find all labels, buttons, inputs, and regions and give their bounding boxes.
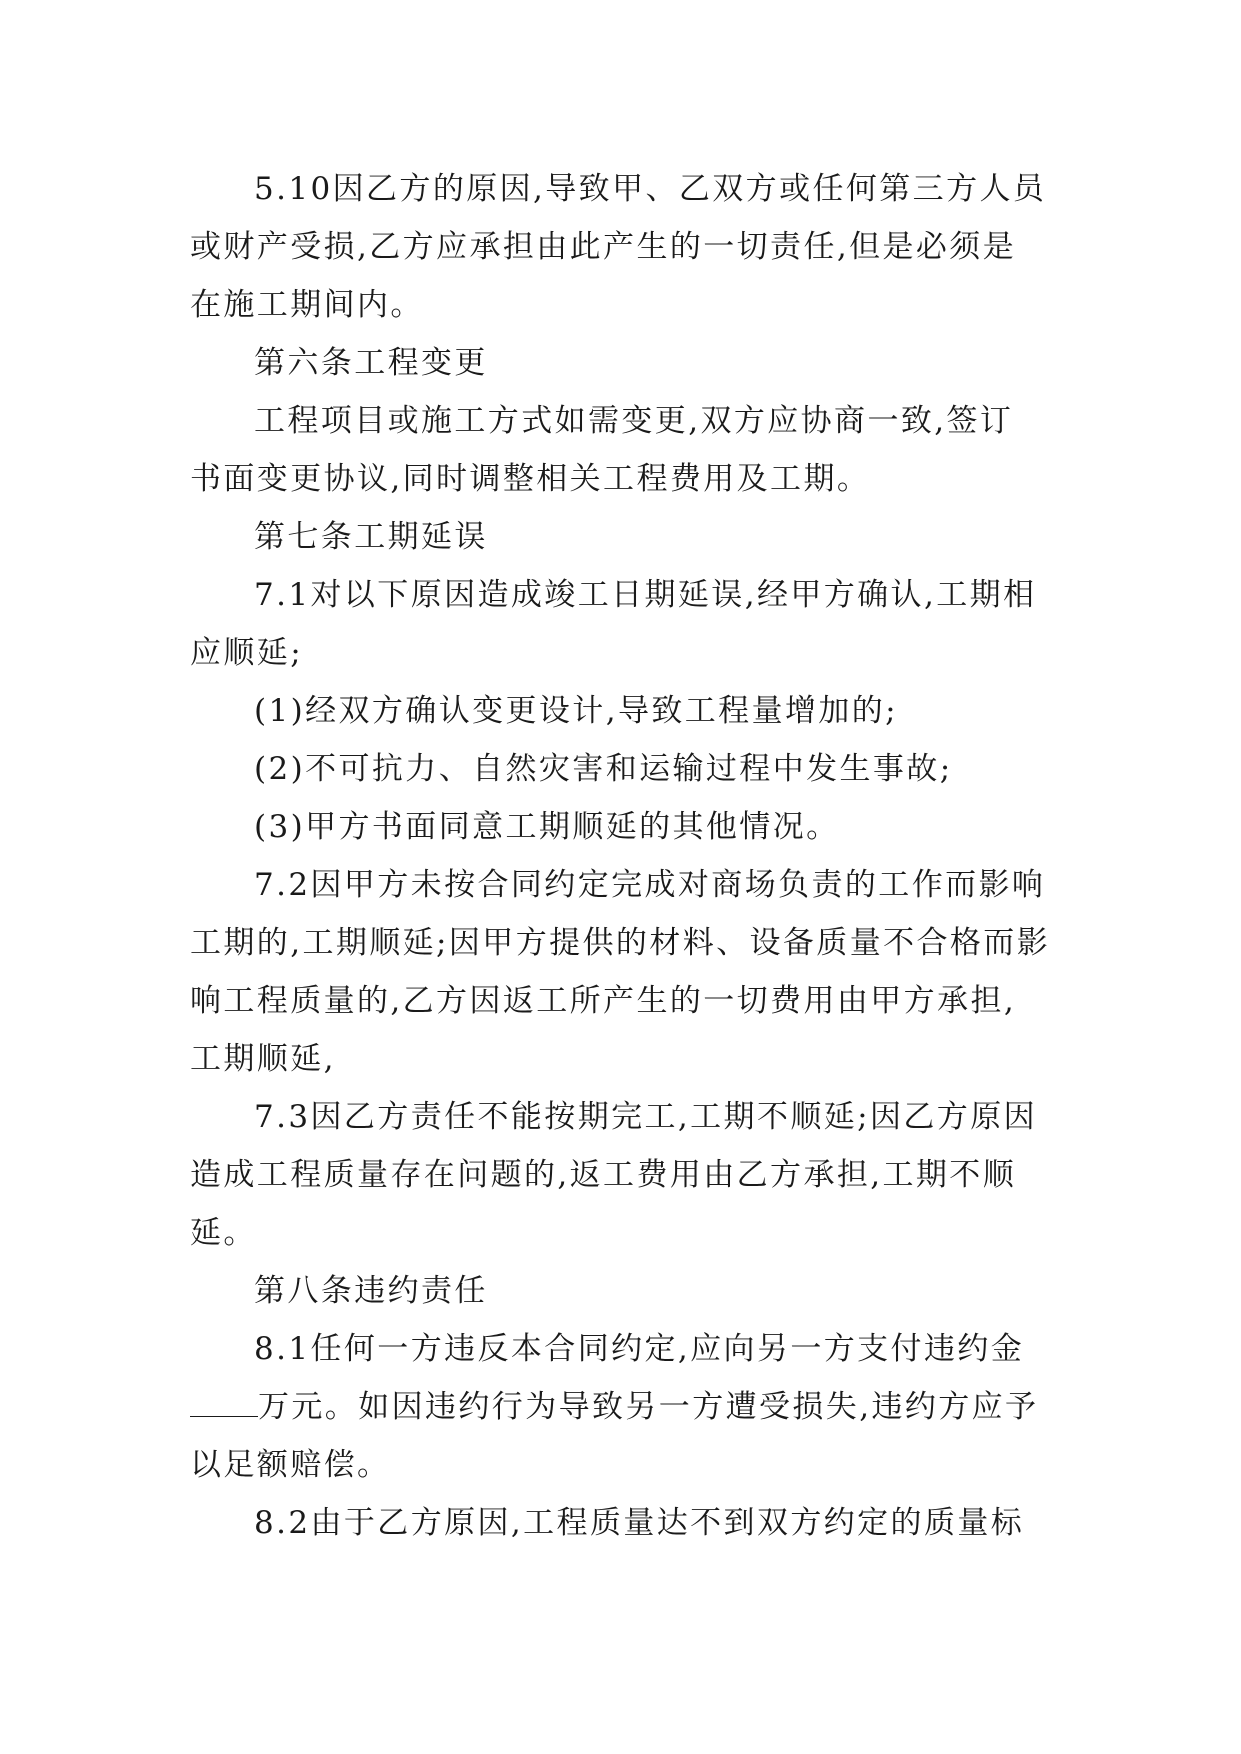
clause-7-3-line-1: 7.3因乙方责任不能按期完工,工期不顺延;因乙方原因 xyxy=(254,1099,1037,1135)
clause-7-2-line-4: 工期顺延, xyxy=(190,1041,336,1077)
amount-blank xyxy=(190,1380,258,1417)
paragraph-5-10-line-3: 在施工期间内。 xyxy=(190,287,424,323)
clause-8-1-line-1: 8.1任何一方违反本合同约定,应向另一方支付违约金 xyxy=(254,1331,1025,1367)
clause-7-1-line-1: 7.1对以下原因造成竣工日期延误,经甲方确认,工期相 xyxy=(254,577,1037,613)
article-7-heading: 第七条工期延误 xyxy=(254,519,488,555)
clause-8-2-line-1: 8.2由于乙方原因,工程质量达不到双方约定的质量标 xyxy=(254,1505,1025,1541)
article-6-body-line-1: 工程项目或施工方式如需变更,双方应协商一致,签订 xyxy=(254,403,1014,439)
article-6-body-line-2: 书面变更协议,同时调整相关工程费用及工期。 xyxy=(190,461,871,497)
article-8-heading: 第八条违约责任 xyxy=(254,1273,488,1309)
clause-7-1-item-3: (3)甲方书面同意工期顺延的其他情况。 xyxy=(254,809,840,845)
document-page xyxy=(190,160,1052,1552)
clause-8-1-line-2 xyxy=(190,1378,1052,1436)
clause-7-3-line-3: 延。 xyxy=(190,1215,257,1251)
paragraph-5-10-line-2: 或财产受损,乙方应承担由此产生的一切责任,但是必须是 xyxy=(190,229,1017,265)
paragraph-5-10-line-1: 5.10因乙方的原因,导致甲、乙双方或任何第三方人员 xyxy=(254,171,1047,207)
clause-7-2-line-1: 7.2因甲方未按合同约定完成对商场负责的工作而影响 xyxy=(254,867,1046,903)
clause-7-2-line-3: 响工程质量的,乙方因返工所产生的一切费用由甲方承担, xyxy=(190,983,1017,1019)
clause-8-1-line-3: 以足额赔偿。 xyxy=(190,1447,391,1483)
clause-8-1-line-2-text: 万元。如因违约行为导致另一方遭受损失,违约方应予 xyxy=(258,1389,1039,1425)
clause-7-3-line-2: 造成工程质量存在问题的,返工费用由乙方承担,工期不顺 xyxy=(190,1157,1017,1193)
article-6-heading: 第六条工程变更 xyxy=(254,345,488,381)
clause-7-2-line-2: 工期的,工期顺延;因甲方提供的材料、设备质量不合格而影 xyxy=(190,925,1051,961)
clause-7-1-item-1: (1)经双方确认变更设计,导致工程量增加的; xyxy=(254,693,899,729)
clause-7-1-line-2: 应顺延; xyxy=(190,635,304,671)
clause-7-1-item-2: (2)不可抗力、自然灾害和运输过程中发生事故; xyxy=(254,751,953,787)
